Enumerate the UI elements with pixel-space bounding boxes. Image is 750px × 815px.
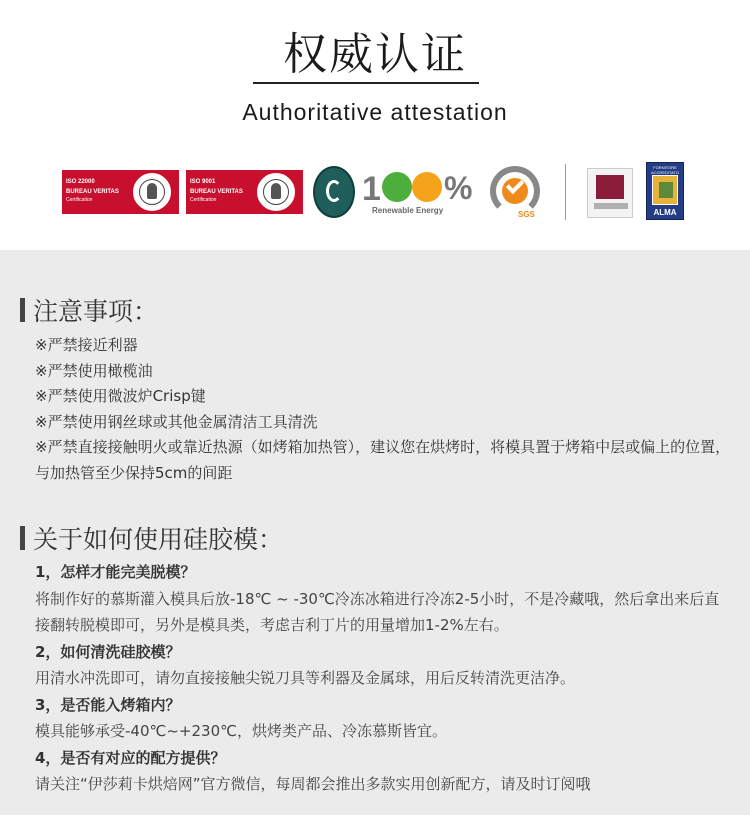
bureau-veritas-seal-icon: [126, 170, 179, 214]
supplier-badge-icon: [587, 168, 633, 218]
faq-list: [35, 559, 740, 798]
faq-question: 3，是否能入烤箱内？: [35, 695, 181, 714]
bureau-veritas-seal-icon: [250, 170, 303, 214]
notes-list: [35, 333, 740, 486]
faq-answer: 请关注“伊莎莉卡烘焙网”官方微信，每周都会推出多款实用创新配方，请及时订阅哦: [35, 775, 591, 793]
bv-standard: ISO 22000: [66, 179, 95, 185]
faq-answer: 将制作好的慕斯灌入模具后放-18℃ ~ -30℃冷冻冰箱进行冷冻2-5小时，不是冷藏哦，然后拿出来后直: [35, 589, 720, 608]
alma-accredited-logo: [646, 162, 684, 220]
leaf-circle-icon: [382, 172, 412, 202]
accredia-seal-icon: [313, 166, 355, 218]
note-item: ※严禁使用橄榄油: [35, 361, 153, 380]
faq-question: 4，是否有对应的配方提供？: [35, 748, 226, 767]
faq-answer: 用清水冲洗即可，请勿直接接触尖锐刀具等利器及金属球，用后反转清洗更洁净。: [35, 669, 576, 687]
certification-logos: [62, 162, 702, 222]
note-item: ※严禁使用钢丝球或其他金属清洁工具清洗: [35, 412, 318, 431]
notes-heading: [20, 292, 158, 328]
sun-circle-icon: [412, 172, 442, 202]
faq-title: 关于如何使用硅胶模：: [33, 525, 284, 554]
alma-top-text: FORNITORE ACCREDITATO: [650, 165, 679, 175]
faq-heading: [20, 520, 283, 556]
bv-brand: BUREAU VERITAS: [66, 189, 119, 195]
bureau-veritas-iso22000-logo: [62, 170, 179, 214]
faq-answer: 模具能够承受-40℃~+230℃，烘烤类产品、冷冻慕斯皆宜。: [35, 722, 447, 740]
title-divider: [253, 82, 479, 84]
note-item: ※严禁直接接触明火或靠近热源（如烤箱加热管），建议您在烘烤时，将模具置于烤箱中层或偏上的位置，: [35, 438, 731, 456]
renewable-label: Renewable Energy: [372, 206, 444, 215]
info-panel: [0, 250, 750, 815]
sgs-label: SGS: [518, 210, 535, 219]
heading-bar: [20, 298, 25, 322]
page-title: 权威认证: [283, 29, 467, 80]
bv-standard: ISO 9001: [190, 179, 216, 185]
notes-title: 注意事项：: [33, 297, 159, 326]
sgs-logo: [488, 166, 544, 220]
heading-bar: [20, 526, 25, 550]
note-item: ※严禁接近利器: [35, 336, 138, 354]
renewable-energy-logo: [362, 166, 482, 220]
note-item: ※严禁使用微波炉Crisp键: [35, 387, 206, 405]
alma-emblem-icon: [652, 175, 678, 205]
faq-answer: 接翻转脱模即可，另外是模具类，考虑吉利丁片的用量增加1-2%左右。: [35, 616, 509, 634]
bv-cert: Certification: [66, 197, 93, 203]
bureau-veritas-iso9001-logo: [186, 170, 303, 214]
logo-separator: [565, 164, 566, 220]
bv-brand: BUREAU VERITAS: [190, 189, 243, 195]
faq-question: 1，怎样才能完美脱模？: [35, 563, 196, 581]
renewable-percent: %: [444, 170, 473, 206]
faq-question: 2，如何清洗硅胶模？: [35, 642, 181, 661]
alma-name: ALMA: [653, 208, 677, 217]
certification-header: [0, 0, 750, 250]
note-item: 与加热管至少保持5cm的间距: [35, 463, 233, 482]
page-subtitle: Authoritative attestation: [242, 99, 508, 125]
bv-cert: Certification: [190, 197, 217, 203]
renewable-one: 1: [362, 170, 381, 208]
